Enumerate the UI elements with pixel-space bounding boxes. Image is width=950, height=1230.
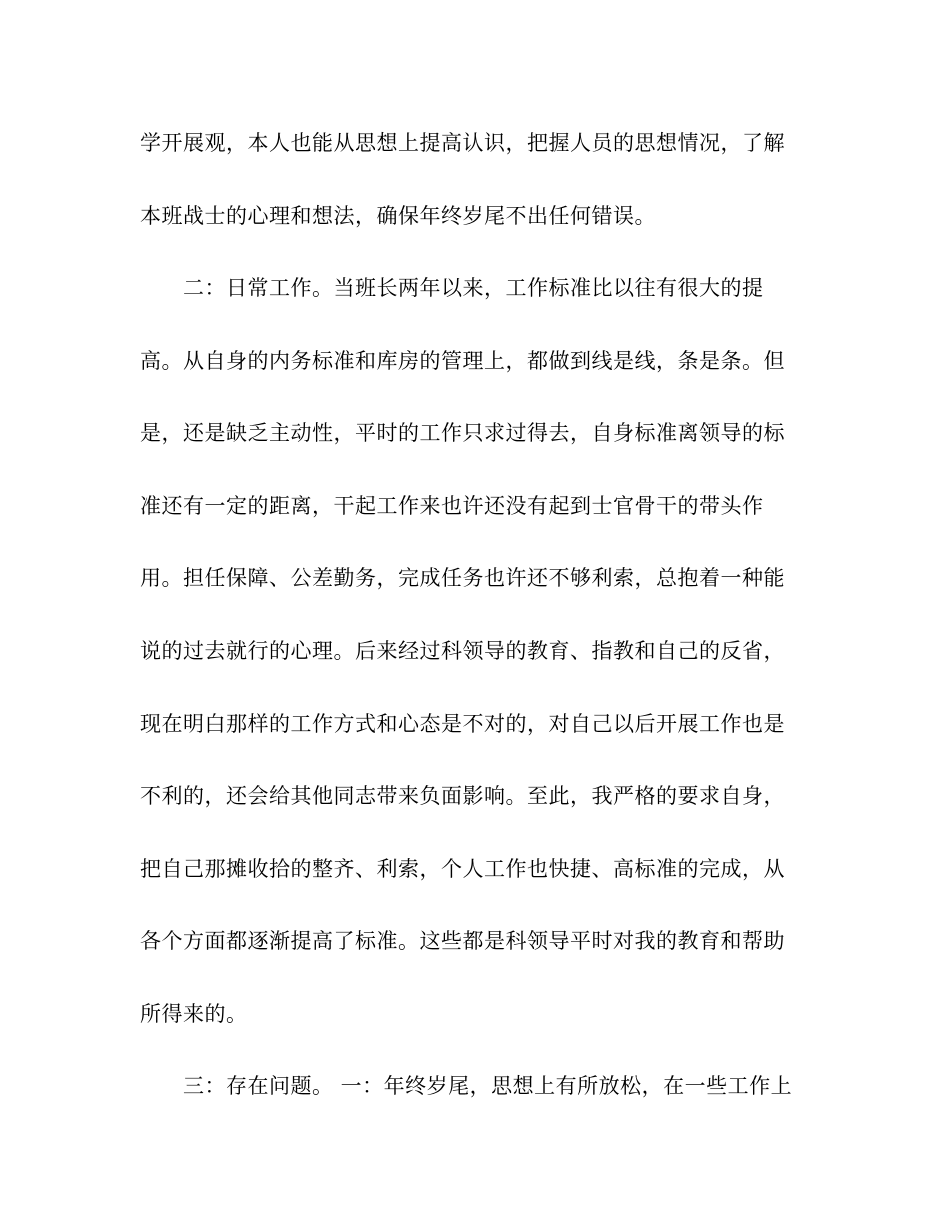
- paragraph-line: 准还有一定的距离，干起工作来也许还没有起到士官骨干的带头作: [140, 494, 764, 518]
- paragraph-line: 用。担任保障、公差勤务，完成任务也许还不够利索，总抱着一种能: [140, 566, 785, 590]
- paragraph-line: 说的过去就行的心理。后来经过科领导的教育、指教和自己的反省，: [140, 639, 785, 663]
- paragraph-line: 是，还是缺乏主动性，平时的工作只求过得去，自身标准离领导的标: [140, 421, 785, 445]
- paragraph-line: 三：存在问题。 一：年终岁尾，思想上有所放松，在一些工作上: [183, 1074, 793, 1098]
- paragraph-line: 现在明白那样的工作方式和心态是不对的，对自己以后开展工作也是: [140, 712, 785, 736]
- paragraph-line: 各个方面都逐渐提高了标准。这些都是科领导平时对我的教育和帮助: [140, 929, 785, 953]
- paragraph-line: 不利的，还会给其他同志带来负面影响。至此，我严格的要求自身，: [140, 784, 785, 808]
- paragraph-line: 本班战士的心理和想法，确保年终岁尾不出任何错误。: [140, 204, 656, 228]
- paragraph-line: 二：日常工作。当班长两年以来，工作标准比以往有很大的提: [183, 276, 764, 300]
- paragraph-line: 学开展观，本人也能从思想上提高认识，把握人员的思想情况，了解: [140, 131, 785, 155]
- paragraph-line: 所得来的。: [140, 1002, 248, 1026]
- paragraph-line: 把自己那摊收拾的整齐、利索，个人工作也快捷、高标准的完成，从: [140, 857, 785, 881]
- paragraph-line: 高。从自身的内务标准和库房的管理上，都做到线是线，条是条。但: [140, 349, 785, 373]
